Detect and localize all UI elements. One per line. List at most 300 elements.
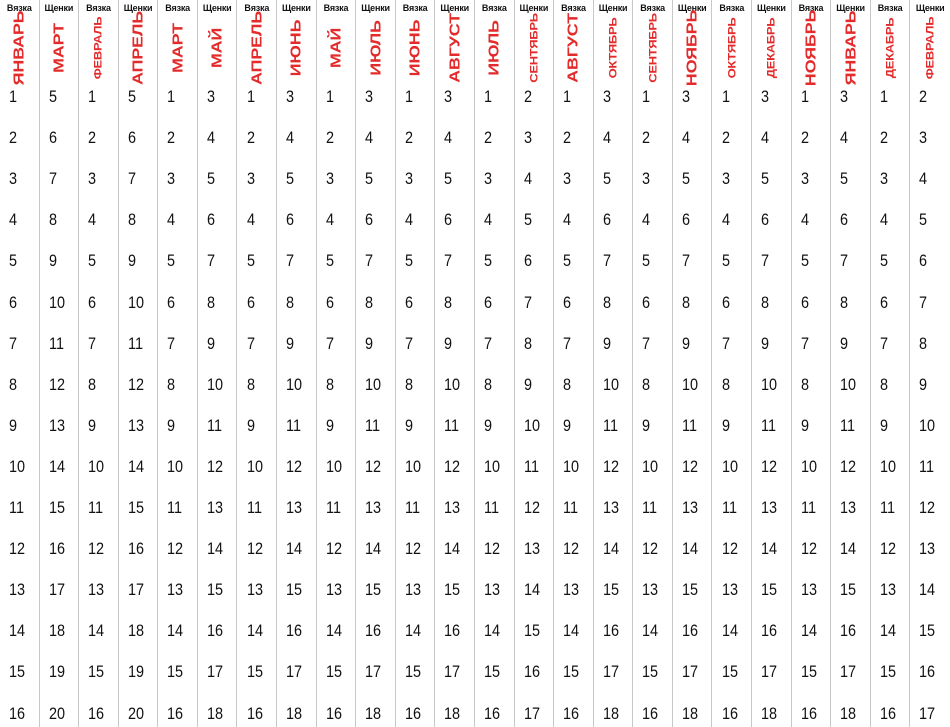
column-type-label: Щенки bbox=[44, 3, 74, 13]
day-cell: 3 bbox=[721, 169, 730, 189]
day-cell: 12 bbox=[879, 539, 896, 559]
day-cell: 10 bbox=[642, 456, 659, 476]
day-cell: 14 bbox=[246, 621, 263, 641]
month-label: ИЮНЬ bbox=[287, 19, 305, 77]
month-label: НОЯБРЬ bbox=[683, 9, 700, 87]
day-cell: 8 bbox=[167, 374, 176, 394]
day-cell: 12 bbox=[88, 539, 105, 559]
column-type-label: Щенки bbox=[519, 3, 549, 13]
month-label: МАРТ bbox=[50, 23, 67, 73]
day-cell: 14 bbox=[523, 580, 540, 600]
day-cell: 3 bbox=[444, 87, 453, 106]
column-type-label: Вязка bbox=[323, 3, 349, 13]
day-cell: 9 bbox=[127, 251, 136, 271]
day-cell: 5 bbox=[325, 251, 334, 271]
month-label: ИЮНЬ bbox=[406, 19, 423, 77]
month-header bbox=[515, 13, 554, 83]
day-cell: 13 bbox=[88, 580, 105, 600]
day-cell: 5 bbox=[444, 169, 453, 189]
column-type-label: Вязка bbox=[877, 3, 903, 13]
day-cell: 14 bbox=[879, 621, 896, 641]
day-cell: 16 bbox=[127, 539, 144, 559]
day-cell: 16 bbox=[444, 621, 461, 641]
day-cell: 10 bbox=[721, 456, 738, 476]
day-cell: 10 bbox=[840, 374, 857, 394]
day-cell: 16 bbox=[48, 539, 65, 559]
day-cell: 7 bbox=[840, 251, 849, 271]
day-cell: 14 bbox=[127, 456, 144, 476]
day-cell: 2 bbox=[88, 128, 97, 148]
calendar-column bbox=[594, 0, 634, 727]
day-cell: 14 bbox=[800, 621, 817, 641]
day-cell: 7 bbox=[800, 333, 809, 353]
day-cell: 8 bbox=[642, 374, 651, 394]
day-cell: 15 bbox=[642, 662, 659, 682]
day-cell: 12 bbox=[444, 456, 461, 476]
month-label: ОКТЯБРЬ bbox=[725, 17, 738, 79]
month-header bbox=[119, 10, 158, 86]
month-header bbox=[792, 9, 831, 87]
day-cell: 5 bbox=[840, 169, 849, 189]
day-cell: 7 bbox=[88, 333, 97, 353]
day-cell: 5 bbox=[48, 87, 57, 106]
month-label: АПРЕЛЬ bbox=[248, 10, 265, 86]
day-cell: 17 bbox=[206, 662, 223, 682]
day-cell: 7 bbox=[325, 333, 334, 353]
day-cell: 1 bbox=[246, 87, 255, 106]
day-cell: 7 bbox=[127, 169, 136, 189]
day-cell: 4 bbox=[681, 128, 690, 148]
day-cell: 14 bbox=[602, 539, 619, 559]
day-cell: 12 bbox=[127, 374, 144, 394]
day-cell: 16 bbox=[602, 621, 619, 641]
day-cell: 13 bbox=[286, 498, 303, 517]
day-cell: 8 bbox=[127, 210, 136, 230]
day-cell: 7 bbox=[761, 251, 770, 271]
day-cell: 8 bbox=[404, 374, 413, 394]
column-type-label: Вязка bbox=[481, 3, 507, 13]
month-label: ДЕКАБРЬ bbox=[883, 17, 897, 79]
day-cell: 9 bbox=[48, 251, 57, 271]
month-label: АПРЕЛЬ bbox=[129, 10, 146, 86]
day-cell: 7 bbox=[919, 292, 928, 312]
day-cell: 15 bbox=[206, 580, 223, 600]
column-type-label: Щенки bbox=[361, 3, 390, 13]
day-cell: 17 bbox=[365, 662, 382, 682]
calendar-column bbox=[119, 0, 159, 727]
day-cell: 16 bbox=[761, 621, 778, 641]
day-cell: 9 bbox=[721, 415, 730, 435]
day-cell: 15 bbox=[88, 662, 105, 682]
day-cell: 13 bbox=[167, 580, 184, 600]
day-cell: 5 bbox=[88, 251, 97, 271]
day-cell: 16 bbox=[9, 703, 26, 723]
column-type-label: Вязка bbox=[561, 3, 586, 13]
day-cell: 7 bbox=[484, 333, 493, 353]
day-cell: 11 bbox=[721, 498, 737, 517]
day-cell: 19 bbox=[127, 662, 144, 682]
day-cell: 9 bbox=[840, 333, 849, 353]
day-cell: 10 bbox=[800, 456, 817, 476]
month-label: ЯНВАРЬ bbox=[841, 10, 859, 86]
day-cell: 12 bbox=[286, 456, 303, 476]
day-cell: 15 bbox=[48, 498, 65, 517]
day-cell: 13 bbox=[563, 580, 580, 600]
month-header bbox=[317, 18, 356, 78]
day-cell: 5 bbox=[681, 169, 690, 189]
month-header bbox=[158, 18, 197, 78]
day-cell: 4 bbox=[246, 210, 255, 230]
day-cell: 12 bbox=[681, 456, 698, 476]
calendar-column bbox=[40, 0, 80, 727]
day-cell: 1 bbox=[721, 87, 730, 106]
column-type-label: Щенки bbox=[836, 3, 865, 13]
day-cell: 5 bbox=[206, 169, 215, 189]
day-cell: 12 bbox=[365, 456, 382, 476]
day-cell: 16 bbox=[523, 662, 540, 682]
day-cell: 14 bbox=[404, 621, 421, 641]
month-header bbox=[0, 10, 39, 86]
day-cell: 14 bbox=[48, 456, 65, 476]
day-cell: 3 bbox=[800, 169, 809, 189]
day-cell: 14 bbox=[721, 621, 738, 641]
day-cell: 12 bbox=[563, 539, 580, 559]
day-cell: 3 bbox=[167, 169, 176, 189]
day-cell: 18 bbox=[681, 703, 698, 723]
day-cell: 3 bbox=[286, 87, 295, 106]
day-cell: 13 bbox=[840, 498, 857, 517]
day-cell: 9 bbox=[681, 333, 690, 353]
day-cell: 1 bbox=[88, 87, 97, 106]
day-cell: 15 bbox=[404, 662, 421, 682]
day-cell: 12 bbox=[484, 539, 501, 559]
day-cell: 8 bbox=[365, 292, 374, 312]
column-type-label: Щенки bbox=[915, 3, 945, 13]
day-cell: 6 bbox=[444, 210, 453, 230]
day-cell: 6 bbox=[563, 292, 572, 312]
day-cell: 13 bbox=[404, 580, 421, 600]
day-cell: 18 bbox=[206, 703, 223, 723]
month-label: ФЕВРАЛЬ bbox=[924, 16, 937, 80]
day-cell: 14 bbox=[642, 621, 659, 641]
day-cell: 13 bbox=[484, 580, 501, 600]
month-header bbox=[633, 13, 672, 83]
day-cell: 16 bbox=[325, 703, 342, 723]
day-cell: 20 bbox=[127, 703, 144, 723]
day-cell: 16 bbox=[840, 621, 857, 641]
day-cell: 6 bbox=[9, 292, 18, 312]
day-cell: 9 bbox=[919, 374, 928, 394]
day-cell: 3 bbox=[246, 169, 255, 189]
day-cell: 5 bbox=[9, 251, 18, 271]
day-cell: 7 bbox=[721, 333, 730, 353]
day-cell: 9 bbox=[167, 415, 176, 435]
day-cell: 13 bbox=[919, 539, 936, 559]
column-type-label: Вязка bbox=[6, 3, 32, 13]
day-cell: 6 bbox=[800, 292, 809, 312]
day-cell: 4 bbox=[602, 128, 611, 148]
day-cell: 6 bbox=[879, 292, 888, 312]
day-cell: 8 bbox=[879, 374, 888, 394]
column-type-label: Вязка bbox=[86, 3, 111, 13]
day-cell: 10 bbox=[602, 374, 619, 394]
day-cell: 7 bbox=[879, 333, 888, 353]
day-cell: 9 bbox=[365, 333, 374, 353]
day-cell: 2 bbox=[563, 128, 572, 148]
day-cell: 8 bbox=[88, 374, 97, 394]
day-cell: 10 bbox=[246, 456, 263, 476]
column-type-label: Вязка bbox=[798, 3, 824, 13]
calendar-column bbox=[198, 0, 238, 727]
day-cell: 17 bbox=[761, 662, 778, 682]
day-cell: 8 bbox=[919, 333, 928, 353]
day-cell: 20 bbox=[48, 703, 65, 723]
day-cell: 7 bbox=[48, 169, 57, 189]
day-cell: 8 bbox=[48, 210, 57, 230]
day-cell: 2 bbox=[9, 128, 18, 148]
day-cell: 4 bbox=[9, 210, 18, 230]
day-cell: 6 bbox=[602, 210, 611, 230]
day-cell: 15 bbox=[681, 580, 698, 600]
day-cell: 18 bbox=[602, 703, 619, 723]
column-type-label: Щенки bbox=[440, 3, 470, 13]
day-cell: 11 bbox=[444, 415, 460, 435]
day-cell: 8 bbox=[325, 374, 334, 394]
day-cell: 17 bbox=[48, 580, 65, 600]
day-cell: 10 bbox=[879, 456, 896, 476]
day-cell: 18 bbox=[127, 621, 144, 641]
day-cell: 5 bbox=[761, 169, 770, 189]
column-type-label: Вязка bbox=[719, 3, 745, 13]
day-cell: 17 bbox=[523, 703, 540, 723]
day-cell: 9 bbox=[602, 333, 611, 353]
day-cell: 2 bbox=[721, 128, 730, 148]
day-cell: 16 bbox=[721, 703, 738, 723]
day-cell: 4 bbox=[444, 128, 453, 148]
day-cell: 6 bbox=[761, 210, 770, 230]
day-cell: 11 bbox=[88, 498, 104, 517]
day-cell: 17 bbox=[602, 662, 619, 682]
day-cell: 15 bbox=[9, 662, 26, 682]
calendar-column bbox=[396, 0, 436, 727]
month-label: ФЕВРАЛЬ bbox=[92, 16, 105, 80]
month-header bbox=[475, 18, 514, 78]
day-cell: 14 bbox=[167, 621, 184, 641]
day-cell: 8 bbox=[523, 333, 532, 353]
day-cell: 18 bbox=[286, 703, 303, 723]
day-cell: 9 bbox=[642, 415, 651, 435]
day-cell: 6 bbox=[88, 292, 97, 312]
day-cell: 13 bbox=[246, 580, 263, 600]
day-cell: 6 bbox=[840, 210, 849, 230]
day-cell: 4 bbox=[721, 210, 730, 230]
day-cell: 15 bbox=[919, 621, 936, 641]
calendar-column bbox=[910, 0, 950, 727]
day-cell: 3 bbox=[642, 169, 651, 189]
day-cell: 15 bbox=[721, 662, 738, 682]
day-cell: 15 bbox=[444, 580, 461, 600]
calendar-column bbox=[238, 0, 278, 727]
day-cell: 14 bbox=[563, 621, 580, 641]
calendar-column bbox=[435, 0, 475, 727]
month-label: ДЕКАБРЬ bbox=[765, 17, 778, 79]
month-header bbox=[910, 18, 950, 78]
day-cell: 12 bbox=[642, 539, 659, 559]
day-cell: 11 bbox=[919, 456, 935, 476]
day-cell: 13 bbox=[800, 580, 817, 600]
day-cell: 15 bbox=[325, 662, 342, 682]
calendar-column bbox=[871, 0, 911, 727]
day-cell: 13 bbox=[761, 498, 778, 517]
day-cell: 9 bbox=[563, 415, 572, 435]
month-header bbox=[356, 18, 395, 78]
day-cell: 5 bbox=[919, 210, 928, 230]
day-cell: 8 bbox=[761, 292, 770, 312]
day-cell: 7 bbox=[602, 251, 611, 271]
day-cell: 9 bbox=[761, 333, 770, 353]
day-cell: 3 bbox=[365, 87, 374, 106]
day-cell: 4 bbox=[800, 210, 809, 230]
day-cell: 7 bbox=[444, 251, 453, 271]
day-cell: 5 bbox=[602, 169, 611, 189]
day-cell: 12 bbox=[246, 539, 263, 559]
month-label: ИЮЛЬ bbox=[485, 20, 503, 76]
day-cell: 3 bbox=[563, 169, 572, 189]
day-cell: 14 bbox=[88, 621, 105, 641]
calendar-column bbox=[317, 0, 357, 727]
day-cell: 10 bbox=[761, 374, 778, 394]
day-cell: 2 bbox=[523, 87, 532, 106]
day-cell: 2 bbox=[167, 128, 176, 148]
month-label: ИЮЛЬ bbox=[366, 20, 384, 76]
month-header bbox=[40, 18, 79, 78]
day-cell: 3 bbox=[325, 169, 334, 189]
day-cell: 11 bbox=[602, 415, 618, 435]
day-cell: 13 bbox=[9, 580, 26, 600]
day-cell: 5 bbox=[286, 169, 295, 189]
day-cell: 7 bbox=[9, 333, 18, 353]
day-cell: 13 bbox=[681, 498, 698, 517]
day-cell: 1 bbox=[642, 87, 651, 106]
day-cell: 5 bbox=[721, 251, 730, 271]
day-cell: 6 bbox=[721, 292, 730, 312]
calendar-column bbox=[356, 0, 396, 727]
day-cell: 9 bbox=[286, 333, 295, 353]
day-cell: 5 bbox=[246, 251, 255, 271]
day-cell: 8 bbox=[721, 374, 730, 394]
day-cell: 11 bbox=[840, 415, 856, 435]
day-cell: 1 bbox=[800, 87, 809, 106]
day-cell: 4 bbox=[484, 210, 493, 230]
month-header bbox=[594, 18, 633, 78]
day-cell: 10 bbox=[9, 456, 26, 476]
day-cell: 6 bbox=[523, 251, 532, 271]
month-label: НОЯБРЬ bbox=[802, 9, 819, 87]
day-cell: 12 bbox=[167, 539, 184, 559]
day-cell: 6 bbox=[365, 210, 374, 230]
day-cell: 1 bbox=[167, 87, 176, 106]
day-cell: 8 bbox=[246, 374, 255, 394]
day-cell: 1 bbox=[404, 87, 413, 106]
day-cell: 6 bbox=[404, 292, 413, 312]
day-cell: 4 bbox=[365, 128, 374, 148]
calendar-column bbox=[673, 0, 713, 727]
day-cell: 11 bbox=[206, 415, 222, 435]
day-cell: 15 bbox=[879, 662, 896, 682]
day-cell: 17 bbox=[444, 662, 461, 682]
day-cell: 18 bbox=[761, 703, 778, 723]
day-cell: 4 bbox=[761, 128, 770, 148]
day-cell: 17 bbox=[840, 662, 857, 682]
day-cell: 6 bbox=[246, 292, 255, 312]
day-cell: 4 bbox=[88, 210, 97, 230]
column-type-label: Щенки bbox=[677, 3, 707, 13]
month-header bbox=[396, 18, 435, 78]
day-cell: 15 bbox=[800, 662, 817, 682]
day-cell: 7 bbox=[286, 251, 295, 271]
day-cell: 3 bbox=[879, 169, 888, 189]
day-cell: 5 bbox=[365, 169, 374, 189]
day-cell: 16 bbox=[365, 621, 382, 641]
day-cell: 16 bbox=[206, 621, 223, 641]
day-cell: 11 bbox=[800, 498, 816, 517]
day-cell: 2 bbox=[246, 128, 255, 148]
day-cell: 2 bbox=[484, 128, 493, 148]
day-cell: 10 bbox=[681, 374, 698, 394]
day-cell: 5 bbox=[563, 251, 572, 271]
day-cell: 12 bbox=[721, 539, 738, 559]
month-header bbox=[871, 18, 910, 78]
day-cell: 8 bbox=[9, 374, 18, 394]
day-cell: 13 bbox=[642, 580, 659, 600]
day-cell: 5 bbox=[484, 251, 493, 271]
day-cell: 9 bbox=[444, 333, 453, 353]
day-cell: 16 bbox=[286, 621, 303, 641]
day-cell: 11 bbox=[563, 498, 579, 517]
calendar-column bbox=[79, 0, 119, 727]
day-cell: 14 bbox=[761, 539, 778, 559]
day-cell: 13 bbox=[602, 498, 619, 517]
day-cell: 12 bbox=[206, 456, 223, 476]
day-cell: 7 bbox=[681, 251, 690, 271]
day-cell: 11 bbox=[523, 456, 539, 476]
day-cell: 18 bbox=[48, 621, 65, 641]
day-cell: 6 bbox=[286, 210, 295, 230]
day-cell: 1 bbox=[484, 87, 493, 106]
day-cell: 4 bbox=[642, 210, 651, 230]
column-type-label: Вязка bbox=[640, 3, 665, 13]
day-cell: 15 bbox=[840, 580, 857, 600]
day-cell: 11 bbox=[879, 498, 895, 517]
day-cell: 10 bbox=[919, 415, 936, 435]
day-cell: 3 bbox=[602, 87, 611, 106]
day-cell: 11 bbox=[9, 498, 25, 517]
day-cell: 11 bbox=[761, 415, 777, 435]
day-cell: 17 bbox=[681, 662, 698, 682]
day-cell: 4 bbox=[840, 128, 849, 148]
day-cell: 7 bbox=[642, 333, 651, 353]
day-cell: 7 bbox=[404, 333, 413, 353]
day-cell: 5 bbox=[167, 251, 176, 271]
day-cell: 15 bbox=[761, 580, 778, 600]
day-cell: 10 bbox=[88, 456, 105, 476]
day-cell: 10 bbox=[48, 292, 65, 312]
day-cell: 15 bbox=[246, 662, 263, 682]
day-cell: 6 bbox=[206, 210, 215, 230]
month-label: МАРТ bbox=[168, 23, 186, 73]
day-cell: 12 bbox=[840, 456, 857, 476]
day-cell: 15 bbox=[286, 580, 303, 600]
